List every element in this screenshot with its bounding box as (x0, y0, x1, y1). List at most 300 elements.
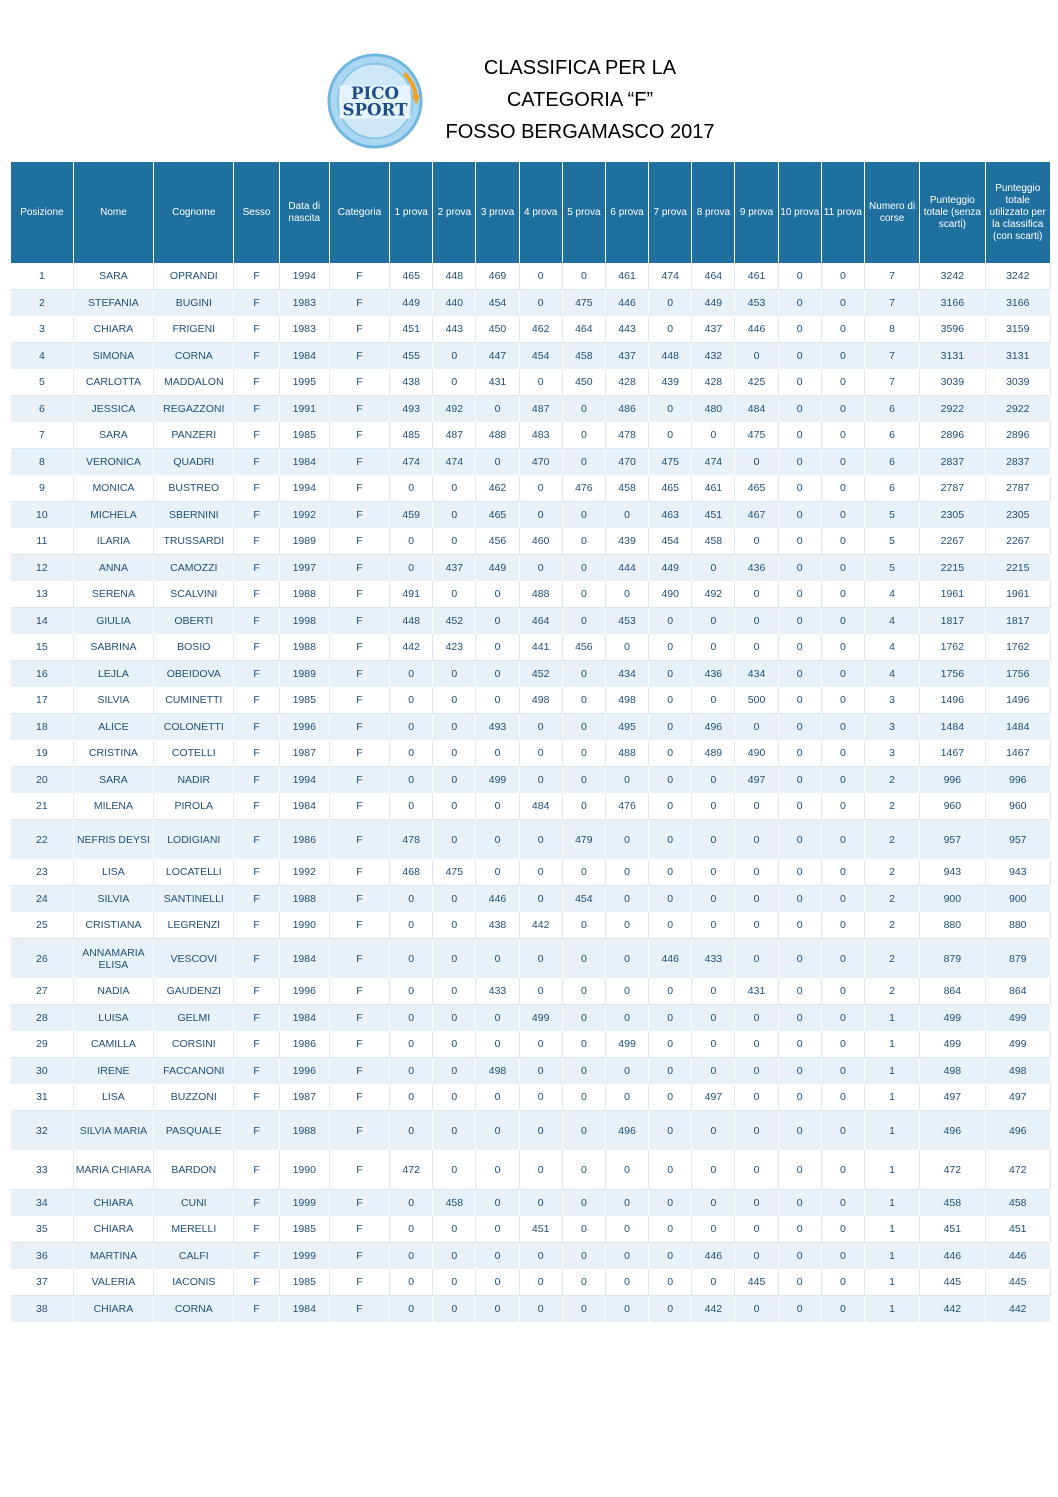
table-cell: VALERIA (73, 1269, 153, 1296)
table-cell: CUMINETTI (154, 687, 234, 714)
table-cell: 0 (735, 1190, 778, 1217)
table-cell: 0 (649, 634, 692, 661)
table-cell: 485 (390, 422, 433, 449)
table-cell: 442 (920, 1296, 985, 1323)
table-cell: 0 (692, 1005, 735, 1032)
table-cell: 0 (735, 793, 778, 820)
table-cell: 0 (562, 793, 605, 820)
table-cell: CARLOTTA (73, 369, 153, 396)
table-cell: SIMONA (73, 343, 153, 370)
table-cell: 0 (390, 1005, 433, 1032)
page-header (0, 0, 1058, 162)
table-cell: 1762 (985, 634, 1051, 661)
table-cell: 0 (519, 1058, 562, 1085)
table-row (11, 555, 1051, 582)
table-cell: 0 (390, 793, 433, 820)
table-cell: 0 (778, 1269, 821, 1296)
table-cell: F (329, 793, 389, 820)
table-cell: BUGINI (154, 290, 234, 317)
table-cell: 440 (433, 290, 476, 317)
table-cell: 0 (562, 1216, 605, 1243)
table-cell: 0 (649, 1296, 692, 1323)
table-row (11, 1111, 1051, 1151)
table-cell: 2215 (920, 555, 985, 582)
table-cell: F (329, 939, 389, 979)
table-cell: 0 (778, 820, 821, 860)
table-cell: F (329, 978, 389, 1005)
table-cell: F (234, 714, 279, 741)
table-cell: CRISTINA (73, 740, 153, 767)
table-cell: F (329, 886, 389, 913)
table-cell: 437 (692, 316, 735, 343)
table-cell: F (329, 740, 389, 767)
table-cell: 0 (433, 740, 476, 767)
table-cell: 1961 (985, 581, 1051, 608)
table-cell: COTELLI (154, 740, 234, 767)
table-cell: 0 (821, 1150, 864, 1190)
table-cell: 0 (649, 912, 692, 939)
table-cell: F (329, 1190, 389, 1217)
table-cell: 0 (562, 608, 605, 635)
table-cell: 6 (864, 475, 919, 502)
table-cell: 0 (476, 449, 519, 476)
table-cell: 9 (11, 475, 73, 502)
table-cell: 1991 (279, 396, 329, 423)
table-cell: 0 (821, 290, 864, 317)
table-cell: F (329, 1084, 389, 1111)
table-cell: 451 (692, 502, 735, 529)
table-cell: 0 (605, 939, 648, 979)
table-cell: 0 (390, 1031, 433, 1058)
table-cell: 443 (605, 316, 648, 343)
table-cell: 0 (562, 714, 605, 741)
table-cell: 0 (649, 1190, 692, 1217)
table-cell: 0 (433, 1216, 476, 1243)
table-cell: F (234, 369, 279, 396)
table-cell: 0 (778, 475, 821, 502)
table-cell: FACCANONI (154, 1058, 234, 1085)
table-cell: 0 (649, 661, 692, 688)
table-cell: 31 (11, 1084, 73, 1111)
table-cell: 0 (519, 1150, 562, 1190)
table-cell: 446 (605, 290, 648, 317)
table-cell: 1 (864, 1150, 919, 1190)
table-cell: 0 (519, 475, 562, 502)
table-cell: 0 (476, 687, 519, 714)
table-cell: LISA (73, 1084, 153, 1111)
table-cell: 0 (735, 1084, 778, 1111)
table-cell: 0 (562, 263, 605, 290)
table-cell: 0 (778, 1084, 821, 1111)
table-cell: F (329, 369, 389, 396)
table-cell: 38 (11, 1296, 73, 1323)
table-cell: 474 (433, 449, 476, 476)
table-cell: 446 (735, 316, 778, 343)
table-row (11, 661, 1051, 688)
table-cell: 0 (821, 939, 864, 979)
table-cell: 0 (692, 1111, 735, 1151)
table-cell: 3039 (920, 369, 985, 396)
table-cell: 5 (11, 369, 73, 396)
table-cell: 498 (605, 687, 648, 714)
table-cell: 1994 (279, 767, 329, 794)
table-cell: F (234, 1058, 279, 1085)
table-cell: 0 (562, 859, 605, 886)
table-cell: 35 (11, 1216, 73, 1243)
table-cell: 500 (735, 687, 778, 714)
table-cell: 0 (821, 859, 864, 886)
table-cell: F (329, 343, 389, 370)
table-cell: F (329, 1031, 389, 1058)
table-cell: IACONIS (154, 1269, 234, 1296)
table-cell: 0 (390, 1111, 433, 1151)
table-cell: F (234, 316, 279, 343)
table-cell: 445 (920, 1269, 985, 1296)
table-row (11, 687, 1051, 714)
table-cell: F (234, 1031, 279, 1058)
table-cell: 0 (778, 343, 821, 370)
table-cell: 0 (605, 767, 648, 794)
table-cell: 0 (476, 1296, 519, 1323)
table-cell: 0 (649, 422, 692, 449)
table-cell: OBERTI (154, 608, 234, 635)
table-cell: 0 (821, 1269, 864, 1296)
table-cell: 0 (476, 1269, 519, 1296)
table-cell: 3131 (920, 343, 985, 370)
table-cell: F (234, 343, 279, 370)
table-cell: 0 (821, 396, 864, 423)
table-cell: 0 (605, 978, 648, 1005)
table-cell: 0 (649, 767, 692, 794)
table-cell: 0 (433, 475, 476, 502)
table-cell: 0 (390, 1058, 433, 1085)
table-cell: F (234, 793, 279, 820)
table-cell: 0 (433, 1296, 476, 1323)
table-row (11, 912, 1051, 939)
table-cell: 469 (476, 263, 519, 290)
table-cell: 2837 (985, 449, 1051, 476)
table-cell: 1988 (279, 634, 329, 661)
table-cell: 449 (390, 290, 433, 317)
table-cell: 0 (476, 1005, 519, 1032)
table-cell: 0 (778, 1243, 821, 1270)
table-cell: SABRINA (73, 634, 153, 661)
column-header: Punteggio totale (senza scarti) (920, 162, 985, 263)
table-cell: 499 (920, 1005, 985, 1032)
table-cell: 425 (735, 369, 778, 396)
table-cell: 446 (692, 1243, 735, 1270)
table-cell: 470 (519, 449, 562, 476)
table-cell: 0 (692, 1269, 735, 1296)
table-cell: 452 (433, 608, 476, 635)
table-cell: 0 (821, 422, 864, 449)
svg-text:PICO: PICO (350, 83, 400, 104)
table-cell: 0 (390, 528, 433, 555)
table-cell: 879 (920, 939, 985, 979)
table-cell: 24 (11, 886, 73, 913)
table-cell: 1817 (920, 608, 985, 635)
table-cell: 0 (778, 1296, 821, 1323)
table-cell: 499 (605, 1031, 648, 1058)
table-cell: 474 (692, 449, 735, 476)
table-cell: 0 (649, 886, 692, 913)
table-cell: 0 (390, 1243, 433, 1270)
table-cell: 475 (649, 449, 692, 476)
table-cell: FRIGENI (154, 316, 234, 343)
table-cell: CHIARA (73, 1216, 153, 1243)
table-cell: 3596 (920, 316, 985, 343)
table-cell: F (234, 581, 279, 608)
table-cell: 0 (692, 555, 735, 582)
title-line-3: FOSSO BERGAMASCO 2017 (445, 121, 715, 143)
table-cell: 498 (519, 687, 562, 714)
table-cell: 0 (778, 661, 821, 688)
table-cell: 0 (390, 740, 433, 767)
table-cell: 1467 (985, 740, 1051, 767)
table-cell: F (329, 1005, 389, 1032)
table-cell: 943 (985, 859, 1051, 886)
table-row (11, 369, 1051, 396)
table-cell: SILVIA MARIA (73, 1111, 153, 1151)
table-cell: 449 (649, 555, 692, 582)
table-cell: 17 (11, 687, 73, 714)
table-cell: 1484 (920, 714, 985, 741)
table-cell: 479 (562, 820, 605, 860)
table-row (11, 502, 1051, 529)
table-cell: 2787 (920, 475, 985, 502)
table-cell: 1 (864, 1190, 919, 1217)
column-header: Numero di corse (864, 162, 919, 263)
table-cell: NADIA (73, 978, 153, 1005)
table-cell: 0 (821, 528, 864, 555)
table-cell: 0 (519, 1296, 562, 1323)
table-cell: 0 (821, 793, 864, 820)
table-cell: 0 (562, 1243, 605, 1270)
table-cell: 0 (519, 714, 562, 741)
table-cell: 0 (562, 396, 605, 423)
table-cell: F (234, 886, 279, 913)
table-cell: 453 (605, 608, 648, 635)
table-cell: 0 (519, 978, 562, 1005)
table-cell: 0 (605, 1005, 648, 1032)
table-cell: 0 (519, 1031, 562, 1058)
table-cell: 10 (11, 502, 73, 529)
table-cell: 489 (692, 740, 735, 767)
table-cell: 451 (519, 1216, 562, 1243)
table-cell: 0 (821, 740, 864, 767)
table-cell: 0 (692, 1216, 735, 1243)
table-row (11, 793, 1051, 820)
table-cell: F (234, 290, 279, 317)
table-cell: 2896 (920, 422, 985, 449)
table-cell: 0 (649, 1243, 692, 1270)
table-cell: 0 (778, 886, 821, 913)
table-cell: 1990 (279, 1150, 329, 1190)
table-cell: 5 (864, 502, 919, 529)
table-cell: 1986 (279, 820, 329, 860)
table-row (11, 767, 1051, 794)
table-cell: 12 (11, 555, 73, 582)
table-cell: 467 (735, 502, 778, 529)
table-cell: 0 (735, 1243, 778, 1270)
table-cell: 2 (864, 978, 919, 1005)
table-cell: 4 (864, 661, 919, 688)
table-cell: 454 (519, 343, 562, 370)
table-cell: 0 (692, 634, 735, 661)
table-cell: 1 (864, 1031, 919, 1058)
table-cell: 0 (692, 767, 735, 794)
table-cell: 497 (985, 1084, 1051, 1111)
table-cell: 442 (519, 912, 562, 939)
table-cell: 0 (390, 978, 433, 1005)
table-cell: 0 (692, 1031, 735, 1058)
table-cell: 14 (11, 608, 73, 635)
table-cell: 465 (649, 475, 692, 502)
table-cell: LEJLA (73, 661, 153, 688)
table-cell: F (329, 1269, 389, 1296)
table-cell: 0 (821, 1005, 864, 1032)
table-cell: 1756 (985, 661, 1051, 688)
table-cell: 499 (920, 1031, 985, 1058)
table-cell: 433 (476, 978, 519, 1005)
table-cell: 445 (985, 1269, 1051, 1296)
table-row (11, 939, 1051, 979)
table-cell: 22 (11, 820, 73, 860)
table-cell: VESCOVI (154, 939, 234, 979)
table-cell: 1496 (985, 687, 1051, 714)
table-cell: STEFANIA (73, 290, 153, 317)
table-cell: F (234, 820, 279, 860)
table-cell: 0 (735, 886, 778, 913)
table-cell: 0 (649, 793, 692, 820)
table-cell: 0 (433, 820, 476, 860)
table-cell: 0 (433, 369, 476, 396)
column-header: Data di nascita (279, 162, 329, 263)
table-cell: 0 (562, 502, 605, 529)
table-cell: LISA (73, 859, 153, 886)
table-cell: 0 (476, 1150, 519, 1190)
table-cell: CORNA (154, 343, 234, 370)
table-cell: 488 (476, 422, 519, 449)
table-cell: 453 (735, 290, 778, 317)
table-cell: 0 (778, 422, 821, 449)
table-cell: 19 (11, 740, 73, 767)
table-row (11, 1269, 1051, 1296)
table-cell: 448 (433, 263, 476, 290)
table-cell: 1996 (279, 1058, 329, 1085)
table-cell: 0 (778, 978, 821, 1005)
table-cell: 0 (735, 1005, 778, 1032)
table-cell: 451 (390, 316, 433, 343)
table-cell: 0 (692, 820, 735, 860)
table-cell: 0 (778, 714, 821, 741)
table-row (11, 1084, 1051, 1111)
table-cell: 441 (519, 634, 562, 661)
table-cell: 460 (519, 528, 562, 555)
table-cell: 0 (562, 422, 605, 449)
table-cell: 475 (562, 290, 605, 317)
table-cell: 960 (920, 793, 985, 820)
table-cell: 0 (649, 1216, 692, 1243)
table-cell: 0 (476, 634, 519, 661)
table-cell: 1995 (279, 369, 329, 396)
table-cell: 0 (778, 793, 821, 820)
table-row (11, 581, 1051, 608)
table-cell: 496 (985, 1111, 1051, 1151)
table-row (11, 449, 1051, 476)
table-cell: 1997 (279, 555, 329, 582)
table-cell: 0 (433, 1031, 476, 1058)
table-cell: 0 (735, 820, 778, 860)
table-cell: 0 (562, 1111, 605, 1151)
table-cell: F (329, 1243, 389, 1270)
table-cell: 0 (692, 1190, 735, 1217)
table-cell: 0 (562, 767, 605, 794)
table-cell: 428 (605, 369, 648, 396)
table-cell: CUNI (154, 1190, 234, 1217)
table-cell: F (234, 859, 279, 886)
table-cell: 0 (692, 859, 735, 886)
table-cell: 497 (692, 1084, 735, 1111)
table-cell: 1484 (985, 714, 1051, 741)
table-cell: F (329, 555, 389, 582)
table-cell: JESSICA (73, 396, 153, 423)
table-cell: 6 (864, 396, 919, 423)
table-cell: F (234, 422, 279, 449)
table-cell: 1 (864, 1058, 919, 1085)
table-cell: 490 (649, 581, 692, 608)
table-cell: 0 (433, 912, 476, 939)
table-cell: 1994 (279, 475, 329, 502)
table-cell: 0 (735, 634, 778, 661)
table-cell: 0 (821, 912, 864, 939)
table-cell: OPRANDI (154, 263, 234, 290)
table-cell: 0 (562, 978, 605, 1005)
table-cell: 0 (735, 714, 778, 741)
table-cell: 0 (519, 939, 562, 979)
table-cell: F (234, 1296, 279, 1323)
table-cell: 0 (692, 912, 735, 939)
table-cell: 2 (864, 793, 919, 820)
table-cell: 443 (433, 316, 476, 343)
table-cell: 7 (864, 369, 919, 396)
table-cell: 880 (920, 912, 985, 939)
column-header: 8 prova (692, 162, 735, 263)
table-cell: 27 (11, 978, 73, 1005)
table-cell: 0 (433, 714, 476, 741)
table-cell: 0 (476, 608, 519, 635)
table-cell: 1984 (279, 793, 329, 820)
table-cell: 0 (562, 1296, 605, 1323)
table-cell: 0 (433, 343, 476, 370)
table-cell: 499 (519, 1005, 562, 1032)
table-cell: 450 (562, 369, 605, 396)
table-cell: 0 (735, 912, 778, 939)
table-cell: 0 (562, 1269, 605, 1296)
table-cell: 0 (778, 1150, 821, 1190)
table-cell: 0 (605, 1058, 648, 1085)
table-cell: 7 (11, 422, 73, 449)
table-cell: 1817 (985, 608, 1051, 635)
table-cell: 32 (11, 1111, 73, 1151)
table-cell: 498 (476, 1058, 519, 1085)
table-cell: 0 (433, 502, 476, 529)
table-cell: GAUDENZI (154, 978, 234, 1005)
table-header-row (11, 162, 1051, 263)
table-cell: 2 (864, 767, 919, 794)
table-cell: 0 (692, 422, 735, 449)
table-cell: 16 (11, 661, 73, 688)
